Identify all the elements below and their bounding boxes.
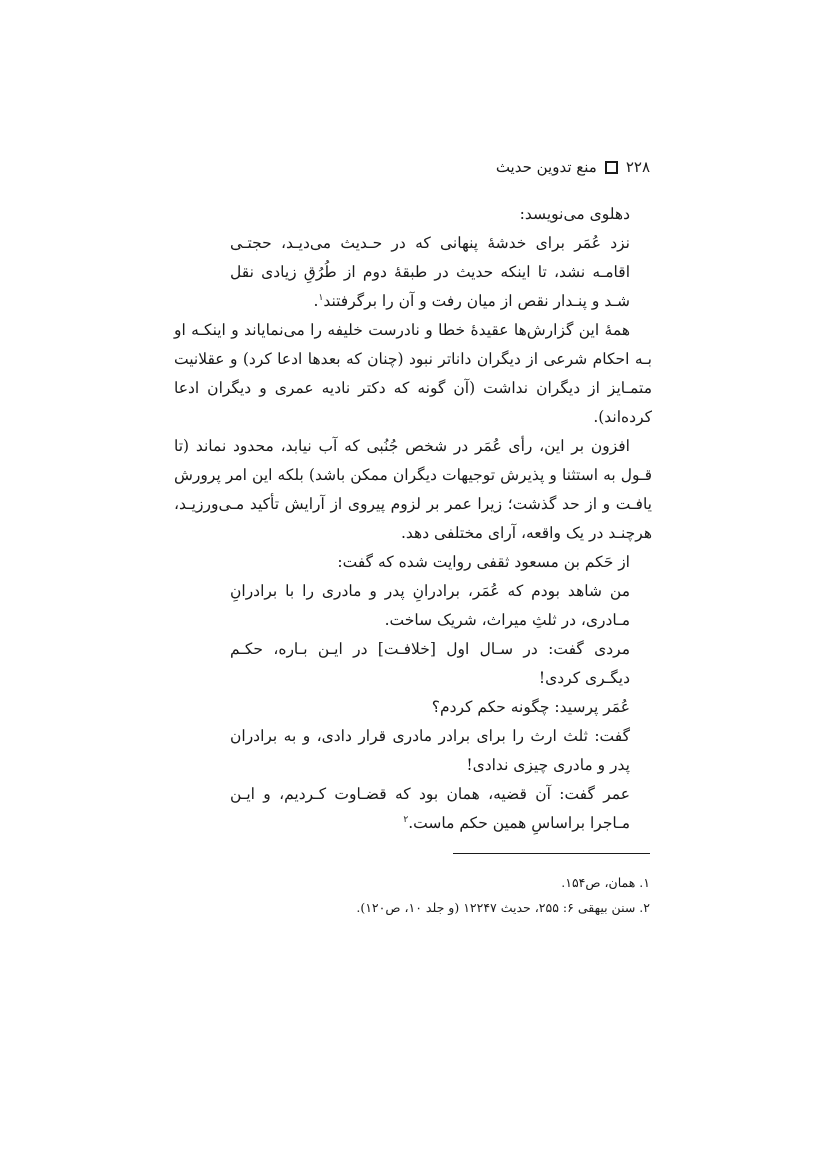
main-text — [174, 200, 652, 838]
page-number: ۲۲۸ — [625, 158, 650, 176]
quote-block-4: عُمَر پرسید: چگونه حکم کردم؟ — [431, 698, 630, 716]
footnote-2: ۲. سنن بیهقی ۶: ۲۵۵، حدیث ۱۲۲۴۷ (و جلد ۱۰، ص۱۲۰). — [356, 900, 650, 915]
quote-text-1: نزد عُمَر برای خدشهٔ پنهانی که در حـدیث می‌دیـد، حجتـی اقامـه نشد، تا اینکه حدیث در طبقهٔ دوم از طُرُقِ زیادی نقل شـد و پنـدار نقص از میان رفت و آن را برگرفتند — [230, 234, 630, 310]
page-header — [496, 158, 650, 176]
square-ornament-icon — [605, 161, 618, 174]
quote-block-6 — [230, 780, 630, 838]
quote-block-5: گفت: ثلث ارث را برای برادر مادری قرار دادی، و به برادران پدر و مادری چیزی ندادی! — [230, 727, 630, 774]
footnote-divider — [453, 853, 650, 854]
footnotes — [172, 870, 650, 920]
footnote-1: ۱. همان، ص۱۵۴. — [561, 875, 650, 890]
intro-line: دهلوی می‌نویسد: — [519, 205, 630, 223]
narration-intro: از حَکم بن مسعود ثقفی روایت شده که گفت: — [337, 553, 630, 571]
footnote-ref-1[interactable]: ۱ — [318, 292, 324, 303]
paragraph-1: همهٔ این گزارش‌ها عقیدهٔ خطا و نادرست خلیفه را می‌نمایاند و اینکـه او بـه احکام شرعی از دیگران داناتر نبود (چنان که بعدها ادعا کرد) و عقلانیت متمـایز از دیگران نداشت (آن گونه که دکتر نادیه عمری و دیگران ادعا کرده‌اند). — [174, 321, 652, 426]
quote-block-3: مردی گفت: در سـال اول [خلافـت] در ایـن بـاره، حکـم دیگـری کردی! — [230, 640, 630, 687]
paragraph-2: افزون بر این، رأی عُمَر در شخص جُنُبی که آب نیابد، محدود نماند (تا قـول به استثنا و پذیرش توجیهات دیگران ممکن باشد) بلکه این امر پرورش یافـت و از حد گذشت؛ زیرا عمر بر لزوم پیروی از آرایش تأکید مـی‌ورزیـد، هرچنـد در یک واقعه، آرای مختلفی دهد. — [174, 437, 652, 542]
quote-block-1: نزد عُمَر برای خدشهٔ پنهانی که در حـدیث می‌دیـد، حجتـی اقامـه نشد، تا اینکه حدیث در طبقهٔ دوم از طُرُقِ زیادی نقل شـد و پنـدار نقص از میان رفت و آن را برگرفتند$^۱$. — [230, 234, 630, 310]
running-title: منع تدوین حدیث — [495, 158, 597, 176]
footnote-ref-2[interactable]: ۲ — [403, 814, 409, 825]
quote-block-2: من شاهد بودم که عُمَر، برادرانِ پدر و مادری را با برادرانِ مـادری، در ثلثِ میراث، شریک ساخت. — [230, 582, 630, 629]
quote-text-6: عمر گفت: آن قضیه، همان بود که قضـاوت کـردیم، و ایـن مـاجرا براساسِ همین حکم ماست. — [230, 785, 630, 832]
